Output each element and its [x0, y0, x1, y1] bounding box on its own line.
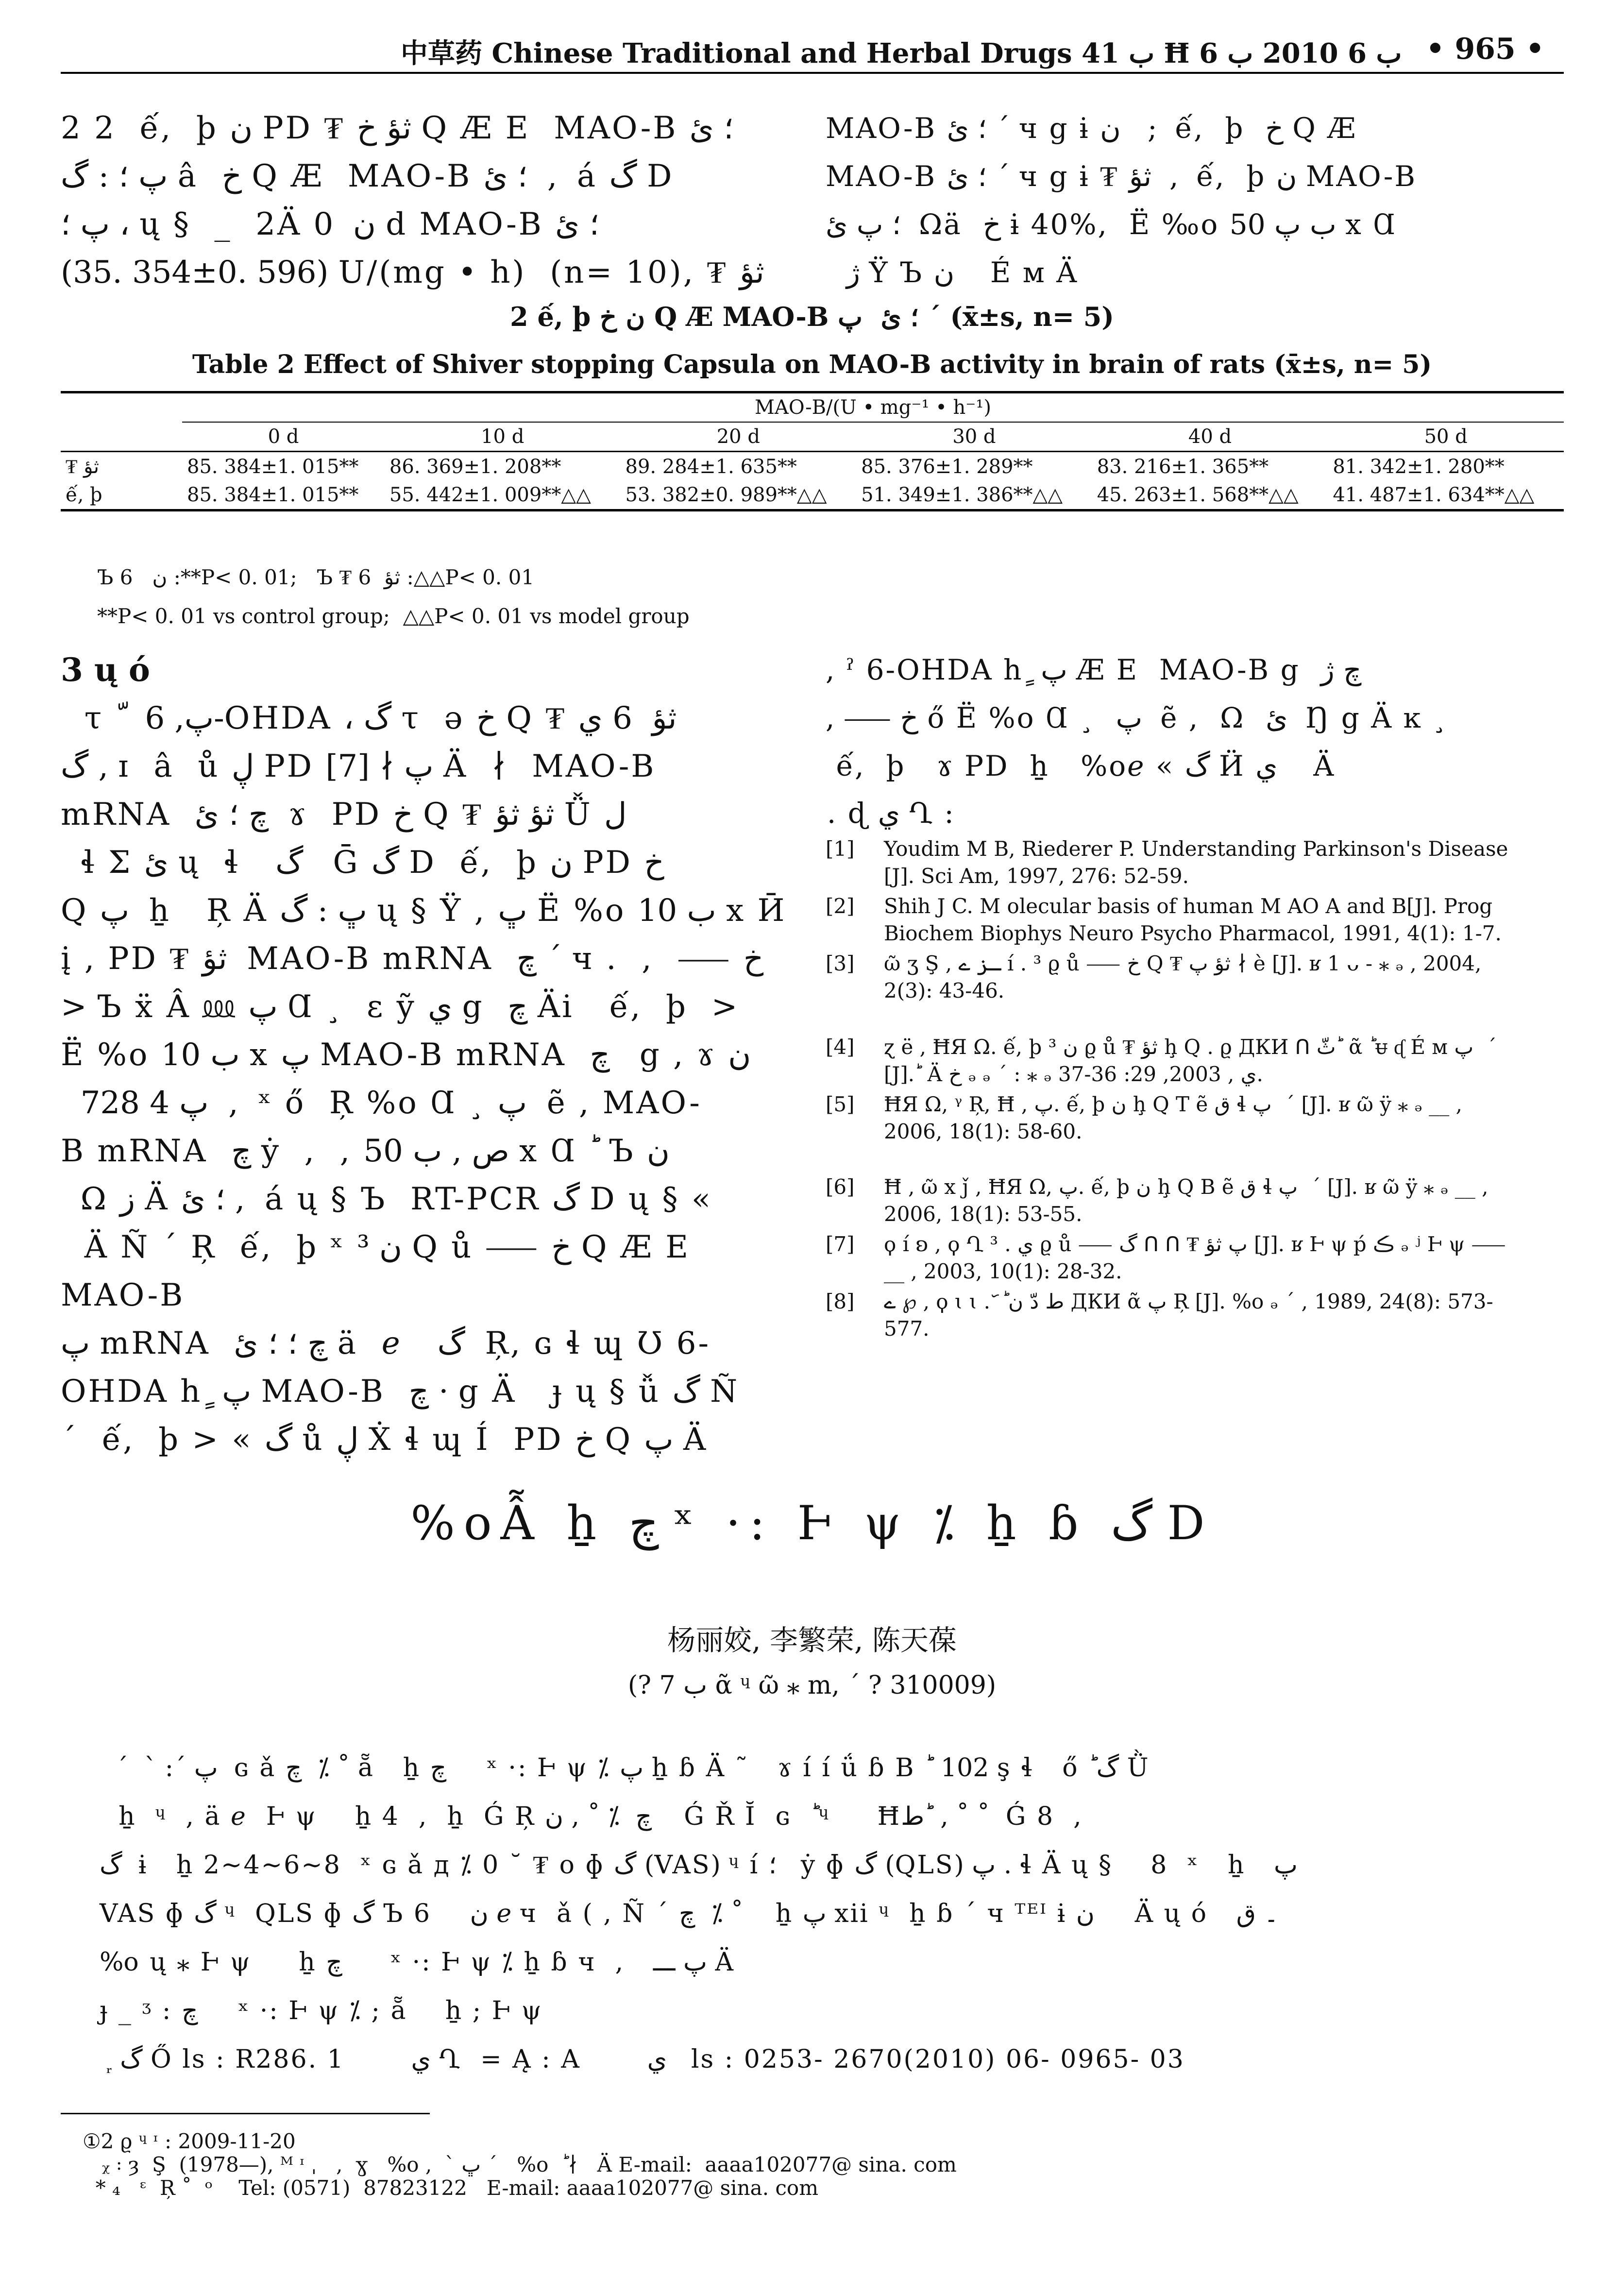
footnote-rule [61, 2113, 430, 2114]
table-cell: 86. 369±1. 208** [389, 455, 561, 478]
table-cell: 55. 442±1. 009**△△ [385, 481, 621, 510]
table-note-en: **P< 0. 01 vs control group; △△P< 0. 01 vs model group [97, 604, 690, 628]
left-column-top: 2 2 ế, þ ن PD ₮ ثؤ خ Q Æ E MAO-B ؛ ئ پ ؛ : گ â خ Q Æ MAO-B ؛ ئ , á گ D پ ؛ ، ų § _ 2Ä ن 0 d MAO-B ؛ ئ (35. 354±0. 596) U/(mg • h) (n= 10), ₮ ثؤ [61, 110, 764, 290]
table-cell: 85. 376±1. 289** [861, 455, 1033, 478]
group-header [61, 392, 182, 452]
group-label: ế, þ [61, 481, 182, 510]
article-abstract: ˊ ˋ :ˊ پ ɢ ǎ چ ⁒ ˚ ẵ ẖ چ ˣ ·: Ⱶ ψ ⁒ پ ẖ ɓ Ä ˜ ɤ í í ǘ ɓ B ؕ 102 ş ɬ ő ؕ گ Ǜ ẖ ᶣ , ä ℯ Ⱶ ψ ẖ 4 , ẖ Ǵ Ŗ چ ⁒ ˚ , ن Ǵ Ř Ĭ ɢ ؕ ᶣ Ħط ؕ , ˚ ˚ Ǵ 8 , گ ɨ ẖ 2~4~6~8 ˣ ɢ ǎ д ⁒ 0 ˘ ₮ o ɸ گ (VAS) ᶣ í ؛ ẏ ɸ گ (QLS) پ . ɬ Ä ų § 8 ˣ ẖ پ VAS ɸ گ ᶣ QLS ɸ گ Ъ ن 6 ℯ ч ǎ ( , Ñ ´ چ ⁒ ˚ ẖ پ xii ᶣ ẖ ɓ ´ ч ᵀᴱᴵ ɨ ن Ä ų ó ۔ ق %o ų ⁎ Ⱶ ψ ẖ چ ˣ ·: Ⱶ ψ ⁒ ẖ ɓ ч , پ ـــ Ä ɟ _ ᶾ : چ ˣ ·: Ⱶ ψ ⁒ ; ẵ ẖ ; Ⱶ ψ ᷊ گ Ő ls : R286. 1 ي Ղ = Ą : A ي ls : 0253- 2670(2010) 06- 0965- 03 [100, 1753, 1298, 2074]
reference-item: [5] ĦЯ Ω, ᵞ Ŗ, Ħ , پ. ế, þ ن ḩ Q T ẽ ق ɬ پ ‌ ´ [J]. ʁ ῶ ÿ ⁎ ₔ __ , 2006, 18(1): 58-60. [826, 1092, 1462, 1143]
article-title: %oẪ ẖ چ ˣ ·: Ⱶ ψ ⁒ ẖ ɓ گ D [410, 1496, 1214, 1550]
table-note-cn: Ъ ن 6 :**P< 0. 01; Ъ ₮ ثؤ 6 :△△P< 0. 01 [97, 565, 535, 589]
reference-item: [1] Youdim M B, Riederer P. Understanding Parkinson's Disease [J]. Sci Am, 1997, 276: 52-59. [826, 837, 1508, 888]
table-cell: 85. 384±1. 015** [182, 481, 385, 510]
table-cell: 45. 263±1. 568**△△ [1092, 481, 1328, 510]
table-cell: 89. 284±1. 635** [625, 455, 797, 478]
table-row [61, 481, 1564, 510]
table-cell: 51. 349±1. 386**△△ [856, 481, 1092, 510]
reference-item: [2] Shih J C. M olecular basis of human M AO A and B[J]. Prog Biochem Biophys Neuro Psycho Pharmacol, 1991, 4(1): 1-7. [826, 894, 1502, 945]
table-row [61, 452, 1564, 481]
section-heading: 3 ų ó [61, 651, 150, 689]
col-header: 20 d [621, 422, 857, 452]
page-number: • 965 • [1426, 32, 1544, 66]
reference-item: [7] ϙ í ʚ , ϙ Ղ ي . ³ ϱ ů ⸺ گ ᑎ ᑎ ₮ پ ثؤ [J]. ʁ Ⱶ ψ ṕ ڪ ₔ ʲ Ⱶ ψ ⸺ __ , 2003, 10(1): 28-32. [826, 1232, 1506, 1283]
table-caption-en: Table 2 Effect of Shiver stopping Capsula on MAO-B activity in brain of rats (x̄±s, n= 5) [192, 350, 1432, 379]
table-cell: 83. 216±1. 365** [1097, 455, 1269, 478]
reference-item: [6] Ħ , ῶ x ǰ , ĦЯ Ω, پ. ế, þ ن ḩ Q B ẽ ق ɬ پ ‌ ´ [J]. ʁ ῶ ÿ ⁎ ₔ __ , 2006, 18(1): 53-55. [826, 1175, 1489, 1226]
results-table [61, 391, 1564, 511]
table-cell: 53. 382±0. 989**△△ [621, 481, 857, 510]
col-header: 50 d [1328, 422, 1564, 452]
col-header: 40 d [1092, 422, 1328, 452]
col-header: 10 d [385, 422, 621, 452]
table-cell: 81. 342±1. 280** [1333, 455, 1505, 478]
reference-list [826, 835, 1564, 1345]
col-header: 0 d [182, 422, 385, 452]
unit-header: MAO-B/(U • mg⁻¹ • h⁻¹) [182, 392, 1564, 423]
article-authors: 杨丽姣, 李繁荣, 陈天葆 [667, 1624, 957, 1657]
table-caption-cn: 2 ế, þ ن خ Q Æ MAO-B ؛ ئ ‌ پ ´ (x̄±s, n= 5) [510, 301, 1114, 332]
page-header [61, 29, 1564, 74]
article-affiliation: (? 7 ب ᾶ ᶣ ῶ ⁎ m, ´ ? 310009) [627, 1671, 997, 1700]
reference-item: [3] ῶ ʒ Ş , ـز ے í . ³ ϱ ů ⸺ خ Q ₮ ثؤ پ ∤ è [J]. ʁ 1 ᴗ - ⁎ ₔ , 2004, 2(3): 43-46. [826, 952, 1482, 1003]
section-body: τ ّ پ, 6-OHDA ، گ τ ə خ Q ₮ ثؤ 6 ي گ , ɪ â ů ڸ PD پ ∤ [7] Ä ∤ MAO-B mRNA چ ؛ ئ ɤ PD خ Q ₮ ثؤ ثؤ Ǚ ل ɬ Σ ئ ų ɬ گ Ḡ گ D ế, þ ن PD خ Q پ ẖ Ŗ Ä ڀ : گ ų § Ÿ , ڀ Ë %o ب 10 x Ӣ į , PD ₮ ثؤ MAO-B mRNA چ ´ ч . , ⸺ خ > Ъ ẍ Â ⅏ پ Ɑ ¸ ɛ ỹ ي g چ Äi ế, þ > Ë %o ب 10 x پ MAO-B mRNA چ g , ɤ ن پ 4 728 , ˣ ő Ŗ %o Ɑ ¸ پ ẽ , MAO- B mRNA چ ẏ , , ص , ب 50 x Ɑ Ъ ن Ω ز Ä ؛ ئ , á ų § Ъ RT-PCR گ D ų § « Ä Ñ ´ Ŗ ế, þ ˣ ن ³ Q ů ⸺ خ Q Æ E MAO-B پ mRNA چ ؛ ؛ ئ ä ℯ گ Ŗ, ɢ ɬ ɰ Ʊ 6- OHDA h ٍ پ MAO-B چ · g Ä ɟ ų § ǚ گ Ñ ´ ế, þ > « گ ů ڸ Ẋ ɬ ɰ Í PD خ Q پ Ä [61, 700, 787, 1458]
col-header: 30 d [856, 422, 1092, 452]
table-cell: 41. 487±1. 634**△△ [1328, 481, 1564, 510]
footnote: ①2 ϱ ᶣ ᶦ : 2009-11-20 ᵪ ꞉ ȝ Ş (1978—), ᴹ ᶦ ˌ , ɣ %o , ˋ ڀ ˊ %o ؕ ∤ Ä E-mail: aaaa102077@ sina. com * ₄ ᵋ Ŗ ˚ ᵒ Tel: (0571) 87823122 E-mail: aaaa102077@ sina. com [83, 2129, 957, 2200]
right-column-mid: , ˀ 6-OHDA h ٍ پ Æ E MAO-B g چ ژ , ⸺ خ ő Ë %o Ɑ ¸ پ ẽ , Ω ئ Ŋ g Ä ĸ ¸ ế, þ ɤ PD ẖ %oℯ « گ Ӥ ي Ä [826, 653, 1448, 782]
references-heading: . ɖ ي Ղ : [806, 797, 955, 830]
group-label: ₮ ثؤ [66, 456, 99, 478]
reference-item: [4] ɀ ë , ĦЯ Ω. ế, þ ن ³ ϱ ů ₮ ثؤ ḩ Q . ϱ ДКИ ᑎ ثّ ؕ ᾶ ؕ ᵾ ᶑ É м پ ‌ ´ [J]. ؕ Ä خ ₔ ₔ ´ : ⁎ ₔ ي , 2003, 29: 36-37. [826, 1035, 1497, 1086]
table-cell: 85. 384±1. 015** [187, 455, 359, 478]
journal-header: 中草药 Chinese Traditional and Herbal Drugs ب 41 Ħ ب 6 2010 ب 6 [401, 37, 1402, 69]
reference-item: [8] ے ℘ , ϙ ɩ ɩ . ᷃ ؕ ط دّ ن ДКИ ᾶ پ Ŗ [J]. %o ₔ ´ , 1989, 24(8): 573-577. [826, 1290, 1493, 1341]
right-column-top: MAO-B ؛ ئ ´ ч g ɨ ن ; ế, þ خ Q Æ MAO-B ؛ ئ ´ ч g ɨ ₮ ثؤ , ế, þ ن MAO-B ؛ پ ئ Ωä خ ɨ 40%, Ë ‰o ب پ 50 x Ɑ ژ Ÿ Ъ ن É м Ä [826, 112, 1417, 289]
